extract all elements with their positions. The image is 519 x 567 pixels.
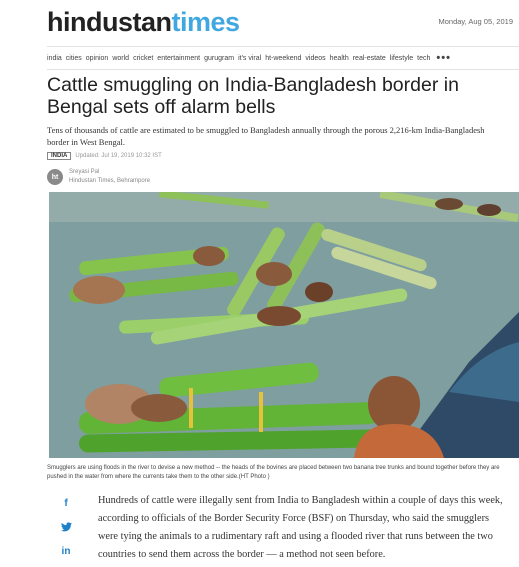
nav-item-tech[interactable]: tech: [417, 54, 431, 62]
nav-item-its-viral[interactable]: it's viral: [238, 54, 262, 62]
article-photo: [49, 192, 519, 458]
site-logo[interactable]: [47, 5, 240, 39]
share-bar: [58, 495, 74, 567]
nav-item-ht-weekend[interactable]: ht-weekend: [265, 54, 302, 62]
logo-text-hindustan: hindustan: [47, 7, 172, 37]
nav-item-world[interactable]: world: [112, 54, 130, 62]
nav-item-lifestyle[interactable]: lifestyle: [389, 54, 414, 62]
nav-item-videos[interactable]: videos: [305, 54, 326, 62]
article-summary: Tens of thousands of cattle are estimated to be smuggled to Bangladesh annually through the porous 2,216-km India-Bangladesh border in West Bengal.: [47, 125, 485, 147]
current-date: Monday, Aug 05, 2019: [438, 17, 513, 26]
nav-item-cricket[interactable]: cricket: [133, 54, 154, 62]
author-block: [47, 168, 150, 186]
nav-more-icon[interactable]: •••: [436, 52, 451, 64]
updated-timestamp: Updated: Jul 19, 2019 10:32 IST: [75, 153, 162, 159]
photo-caption: Smugglers are using floods in the river to devise a new method -- the heads of the bovines are placed between two banana tree trunks and bound together before they are pushed in the water from where the currents take them to the other side.(HT Photo ): [47, 465, 500, 480]
author-name[interactable]: Sreyasi Pal: [69, 169, 100, 175]
nav-item-opinion[interactable]: opinion: [85, 54, 109, 62]
main-nav: [47, 46, 519, 70]
twitter-share-icon[interactable]: [58, 519, 74, 535]
article-title: Cattle smuggling on India-Bangladesh border in Bengal sets off alarm bells: [47, 74, 459, 118]
nav-item-entertainment[interactable]: entertainment: [157, 54, 201, 62]
author-org: Hindustan Times, Behrampore: [69, 178, 151, 184]
nav-item-health[interactable]: health: [329, 54, 349, 62]
nav-item-gurugram[interactable]: gurugram: [204, 54, 235, 62]
logo-text-times: times: [171, 7, 240, 37]
facebook-share-icon[interactable]: f: [64, 497, 68, 509]
nav-item-real-estate[interactable]: real-estate: [352, 54, 386, 62]
cattle-raft-photo: [49, 192, 519, 458]
section-tag[interactable]: INDIA: [47, 152, 71, 160]
nav-item-india[interactable]: india: [47, 54, 62, 62]
article-meta: [47, 152, 162, 160]
author-avatar: ht: [47, 169, 63, 185]
twitter-bird-icon: [61, 522, 72, 532]
nav-item-cities[interactable]: cities: [65, 54, 82, 62]
linkedin-share-icon[interactable]: in: [61, 545, 71, 557]
author-info: [69, 168, 150, 186]
article-body: Hundreds of cattle were illegally sent from India to Bangladesh within a couple of days this week, according to officials of the Border Security Force (BSF) on Thursday, who said the smugglers were tying the animals to a rudimentary raft and using a flooded river that runs between the two countries to send them across the border — a method not seen before.: [98, 495, 503, 560]
site-header: [0, 0, 519, 46]
